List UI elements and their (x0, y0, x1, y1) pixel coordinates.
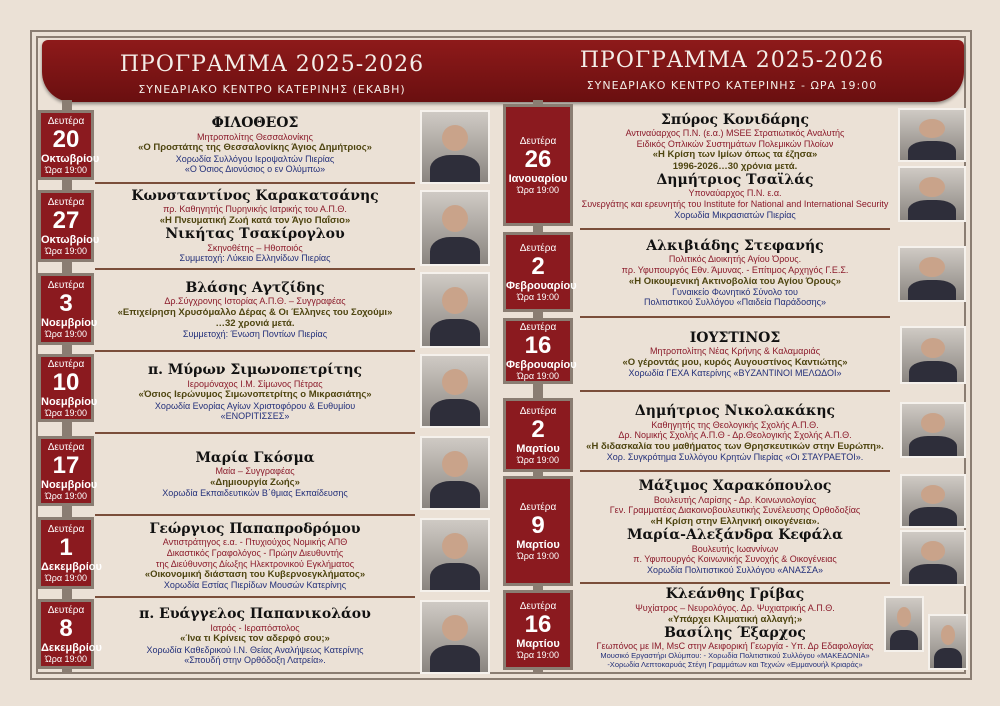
event-talk: «Η Πνευματική Ζωή κατά τον Άγιο Παΐσιο» (159, 215, 351, 227)
event-choir: Συμμετοχή: Ένωση Ποντίων Πιερίας (182, 329, 328, 340)
date-month: Ιανουαρίου (508, 172, 568, 185)
date-weekday: Δευτέρα (47, 279, 85, 291)
date-time: Ώρα 19:00 (516, 454, 560, 465)
event-entry (580, 318, 890, 392)
event-entry (95, 352, 415, 434)
event-role: της Διεύθυνσης Δίωξης Ηλεκτρονικού Εγκλήματος (155, 558, 355, 569)
event-name: Δημήτριος Τσαϊλάς (656, 171, 814, 188)
event-talk: «Η Κρίση των Ιμίων όπως τα έζησα» (652, 149, 818, 161)
date-time: Ώρα 19:00 (516, 370, 560, 381)
speaker-photo (898, 108, 966, 162)
date-weekday: Δευτέρα (519, 600, 557, 612)
date-box (38, 273, 98, 345)
date-time: Ώρα 19:00 (44, 490, 88, 501)
date-box (503, 318, 577, 384)
right-title: ΠΡΟΓΡΑΜΜΑ 2025-2026 (579, 48, 885, 73)
event-choir: Συμμετοχή: Λύκειο Ελληνίδων Πιερίας (179, 253, 331, 264)
date-weekday: Δευτέρα (519, 501, 557, 513)
right-subtitle: ΣΥΝΕΔΡΙΑΚΟ ΚΕΝΤΡΟ ΚΑΤΕΡΙΝΗΣ - ΩΡΑ 19:00 (586, 79, 878, 92)
event-role: Ειδικός Οπλικών Συστημάτων Πολεμικών Πλοίων (636, 138, 834, 149)
speaker-photo (900, 530, 966, 586)
date-box (503, 590, 573, 670)
event-role: πρ. Καθηγητής Πυρηνικής Ιατρικής του Α.Π.Θ. (163, 204, 347, 215)
event-choir: Χορωδία Μικρασιατών Πιερίας (674, 209, 796, 220)
event-choir: «Σπουδή στην Ορθόδοξη Λατρεία». (184, 655, 326, 666)
event-choir: Χορωδία Ενορίας Αγίων Χριστοφόρου & Ευθυμίου (154, 400, 356, 411)
event-choir: Πολιτιστικού Συλλόγου «Παιδεία Παράδοσης» (644, 297, 826, 308)
date-day: 16 (524, 331, 552, 359)
speaker-photo (420, 436, 490, 510)
event-role: Γεν. Γραμματέας Διακοινοβουλευτικής Συνέλευσης Ορθοδοξίας (609, 505, 861, 516)
event-role: Καθηγητής της Θεολογικής Σχολής Α.Π.Θ. (651, 419, 819, 430)
date-time: Ώρα 19:00 (516, 184, 560, 195)
date-weekday: Δευτέρα (519, 242, 557, 254)
speaker-photo (898, 166, 966, 222)
event-role: Υποναύαρχος Π.Ν. ε.α. (688, 188, 782, 199)
date-time: Ώρα 19:00 (516, 550, 560, 561)
event-role: Γεωπόνος με ΙΜ, MsC στην Αειφορική Γεωργία - Υπ. Δρ Εδαφολογίας (596, 641, 874, 652)
date-time: Ώρα 19:00 (44, 407, 88, 418)
event-name: Μάξιμος Χαρακόπουλος (638, 478, 832, 495)
date-day: 27 (52, 206, 80, 234)
event-name: Κλεάνθης Γρίβας (665, 586, 805, 603)
event-entry (95, 270, 415, 352)
event-name: Γεώργιος Παπαπροδρόμου (149, 520, 361, 537)
date-weekday: Δευτέρα (47, 523, 85, 535)
date-box (38, 517, 102, 589)
event-role: Αντιστράτηγος ε.α. - Πτυχιούχος Νομικής ΑΠΘ (162, 537, 348, 548)
event-choir: «ΕΝΟΡΙΤΙΣΣΕΣ» (220, 411, 290, 422)
date-box (38, 354, 98, 422)
event-name: ΙΟΥΣΤΙΝΟΣ (689, 329, 781, 346)
speaker-photo (898, 246, 966, 302)
date-weekday: Δευτέρα (519, 405, 557, 417)
date-box (38, 436, 98, 506)
event-small: -Χορωδία Λεπτοκαρυάς Στέγη Γραμμάτων και Τεχνών «Εμμανουήλ Κριαράς» (607, 659, 863, 669)
event-role: Βουλευτής Λαρίσης - Δρ. Κοινωνιολογίας (653, 494, 817, 505)
date-day: 8 (59, 614, 73, 642)
event-choir: Χορωδία Συλλόγου Ιεροψαλτών Πιερίας (175, 153, 335, 164)
speaker-photo (900, 474, 966, 528)
event-entry (580, 472, 890, 584)
event-name: Βασίλης Έξαρχος (664, 624, 806, 641)
date-day: 26 (524, 145, 552, 173)
event-role: Πολιτικός Διοικητής Αγίου Όρους. (668, 254, 802, 265)
date-weekday: Δευτέρα (519, 135, 557, 147)
event-role: Μαία – Συγγραφέας (215, 466, 295, 477)
date-day: 9 (531, 511, 545, 539)
date-time: Ώρα 19:00 (44, 328, 88, 339)
speaker-photo (900, 402, 966, 458)
date-day: 2 (531, 415, 545, 443)
event-name: Σπύρος Κονιδάρης (660, 111, 810, 128)
event-choir: Χορωδία Καθεδρικού Ι.Ν. Θείας Αναλήψεως Κατερίνης (146, 644, 364, 655)
event-entry (580, 396, 890, 472)
event-role: Μητροπολίτης Θεσσαλονίκης (197, 131, 313, 142)
event-name: Μαρία Γκόσμα (195, 449, 315, 466)
event-talk: «Η Κρίση στην Ελληνική οικογένεια». (650, 516, 820, 528)
speaker-photo (420, 110, 490, 184)
event-talk: «Υπάρχει Κλιματική αλλαγή;» (667, 613, 803, 625)
date-month: Οκτωβρίου (41, 152, 100, 165)
event-talk: «Όσιος Ιερώνυμος Σιμωνοπετρίτης ο Μικρασιάτης» (138, 389, 372, 401)
date-day: 20 (52, 125, 80, 153)
date-month: Δεκεμβρίου (41, 560, 102, 573)
event-name: Νικήτας Τσακίρογλου (165, 226, 345, 243)
event-role: Δρ.Σύγχρονης Ιστορίας Α.Π.Θ. – Συγγραφέας (164, 296, 346, 307)
event-entry (95, 434, 415, 516)
speaker-photo (420, 600, 490, 674)
speaker-photo (928, 614, 968, 670)
date-time: Ώρα 19:00 (516, 649, 560, 660)
event-role: Δρ. Νομικής Σχολής Α.Π.Θ - Δρ.Θεολογικής Σχολής Α.Π.Θ. (618, 430, 852, 441)
date-day: 1 (59, 533, 73, 561)
event-entry (580, 230, 890, 318)
date-time: Ώρα 19:00 (44, 653, 88, 664)
event-choir: Χορωδία ΓΕΧΑ Κατερίνης «ΒΥΖΑΝΤΙΝΟΙ ΜΕΛΩΔΟΙ» (628, 367, 842, 378)
event-talk: «Ο γέροντάς μου, κυρός Αυγουστίνος Καντιώτης» (622, 356, 848, 368)
event-role: Ψυχίατρος – Νευρολόγος. Δρ. Ψυχιατρικής Α.Π.Θ. (635, 602, 835, 613)
event-entry (95, 108, 415, 184)
event-choir: Χορωδία Εκπαιδευτικών Β΄θμιας Εκπαίδευσης (162, 487, 348, 498)
event-name: Δημήτριος Νικολακάκης (634, 403, 836, 420)
event-talk: «Ίνα τι Κρίνεις τον αδερφό σου;» (180, 633, 330, 645)
left-subtitle: ΣΥΝΕΔΡΙΑΚΟ ΚΕΝΤΡΟ ΚΑΤΕΡΙΝΗΣ (ΕΚΑΒΗ) (138, 83, 406, 96)
date-month: Οκτωβρίου (41, 233, 100, 246)
date-month: Μαρτίου (516, 442, 560, 455)
date-box (38, 110, 100, 180)
date-day: 10 (52, 368, 80, 396)
event-choir: Γυναικείο Φωνητικό Σύνολο του (672, 286, 798, 297)
date-month: Μαρτίου (516, 538, 560, 551)
event-role: Σκηνοθέτης – Ηθοποιός (207, 242, 303, 253)
date-day: 3 (59, 289, 73, 317)
event-entry (95, 516, 415, 598)
event-role: Ιερομόναχος Ι.Μ. Σίμωνος Πέτρας (187, 378, 323, 389)
date-day: 2 (531, 252, 545, 280)
date-weekday: Δευτέρα (47, 358, 85, 370)
speaker-photo (884, 596, 924, 652)
date-month: Μαρτίου (516, 637, 560, 650)
event-choir: Χορωδία Εστίας Πιερίδων Μουσών Κατερίνης (163, 580, 347, 591)
speaker-photo (420, 272, 490, 348)
date-day: 17 (52, 451, 80, 479)
event-talk: «Η Οικουμενική Ακτινοβολία του Αγίου Όρους» (628, 275, 842, 287)
date-month: Νοεμβρίου (41, 395, 98, 408)
date-box (38, 190, 100, 262)
event-entry (580, 104, 890, 230)
header-banner (42, 40, 964, 102)
event-small: Μουσικό Εργαστήρι Ολύμπου: - Χορωδία Πολιτιστικού Συλλόγου «ΜΑΚΕΔΟΝΙΑ» (600, 650, 870, 660)
date-weekday: Δευτέρα (47, 196, 85, 208)
date-weekday: Δευτέρα (47, 604, 85, 616)
event-talk: «Η διδασκαλία του μαθήματος των Θρησκευτικών στην Ευρώπη». (586, 440, 884, 452)
event-name: π. Μύρων Σιμωνοπετρίτης (147, 362, 363, 379)
event-talk: 1996-2026…30 χρόνια μετά. (672, 160, 798, 172)
event-choir: Χορωδία Πολιτιστικού Συλλόγου «ΑΝΑΣΣΑ» (646, 565, 824, 576)
event-entry (95, 598, 415, 674)
date-box (503, 476, 573, 586)
speaker-photo (900, 326, 966, 384)
event-role: π. Υφυπουργός Κοινωνικής Συνοχής & Οικογένειας (633, 554, 837, 565)
speaker-photo (420, 518, 490, 592)
date-month: Νοεμβρίου (41, 478, 98, 491)
left-title: ΠΡΟΓΡΑΜΜΑ 2025-2026 (119, 52, 425, 77)
date-time: Ώρα 19:00 (44, 164, 88, 175)
date-day: 16 (524, 610, 552, 638)
event-entry (95, 184, 415, 270)
event-talk: «Ο Προστάτης της Θεσσαλονίκης Άγιος Δημήτριος» (138, 142, 372, 154)
event-choir: «Ο Όσιος Διονύσιος ο εν Ολύμπω» (184, 164, 326, 175)
event-role: Ιατρός - Ιεραπόστολος (210, 622, 300, 633)
date-box (503, 104, 573, 226)
date-weekday: Δευτέρα (47, 441, 85, 453)
event-talk: «Οικονομική διάσταση του Κυβερνοεγκλήματος» (144, 569, 366, 581)
event-role: Αντιναύαρχος Π.Ν. (ε.α.) MSEE Στρατιωτικός Αναλυτής (625, 128, 845, 139)
event-role: Δικαστικός Γραφολόγος - Πρώην Διευθυντής (166, 548, 344, 559)
date-weekday: Δευτέρα (47, 115, 85, 127)
event-name: Μαρία-Αλεξάνδρα Κεφάλα (627, 527, 843, 544)
date-time: Ώρα 19:00 (44, 245, 88, 256)
event-name: ΦΙΛΟΘΕΟΣ (211, 115, 299, 132)
event-role: Συνεργάτης και ερευνητής του Institute for National and International Security (581, 199, 889, 210)
speaker-photo (420, 190, 490, 266)
event-role: Μητροπολίτης Νέας Κρήνης & Καλαμαριάς (649, 346, 821, 357)
event-name: π. Ευάγγελος Παπανικολάου (139, 606, 371, 623)
date-time: Ώρα 19:00 (44, 572, 88, 583)
event-role: Βουλευτής Ιωαννίνων (691, 543, 779, 554)
date-month: Φεβρουαρίου (506, 279, 577, 292)
date-box (503, 398, 573, 472)
event-role: πρ. Υφυπουργός Εθν. Άμυνας. - Επίτιμος Αρχηγός Γ.Ε.Σ. (621, 265, 849, 276)
event-talk: «Επιχείρηση Χρυσόμαλλο Δέρας & Οι Έλληνες του Σοχούμι» (117, 307, 393, 319)
event-name: Βλάσης Αγτζίδης (185, 279, 325, 296)
date-box (38, 599, 102, 669)
event-talk: …32 χρονιά μετά. (215, 318, 295, 330)
event-name: Αλκιβιάδης Στεφανής (646, 237, 824, 254)
event-entry (580, 584, 890, 672)
event-talk: «Δημιουργία Ζωής» (210, 476, 300, 488)
date-weekday: Δευτέρα (519, 321, 557, 333)
date-month: Νοεμβρίου (41, 316, 98, 329)
event-choir: Χορ. Συγκρότημα Συλλόγου Κρητών Πιερίας «Οι ΣΤΑΥΡΑΕΤΟΙ». (606, 452, 864, 463)
date-month: Δεκεμβρίου (41, 641, 102, 654)
speaker-photo (420, 354, 490, 428)
date-time: Ώρα 19:00 (516, 291, 560, 302)
date-month: Φεβρουαρίου (506, 358, 577, 371)
event-name: Κωνσταντίνος Καρακατσάνης (131, 187, 379, 204)
date-box (503, 232, 577, 312)
